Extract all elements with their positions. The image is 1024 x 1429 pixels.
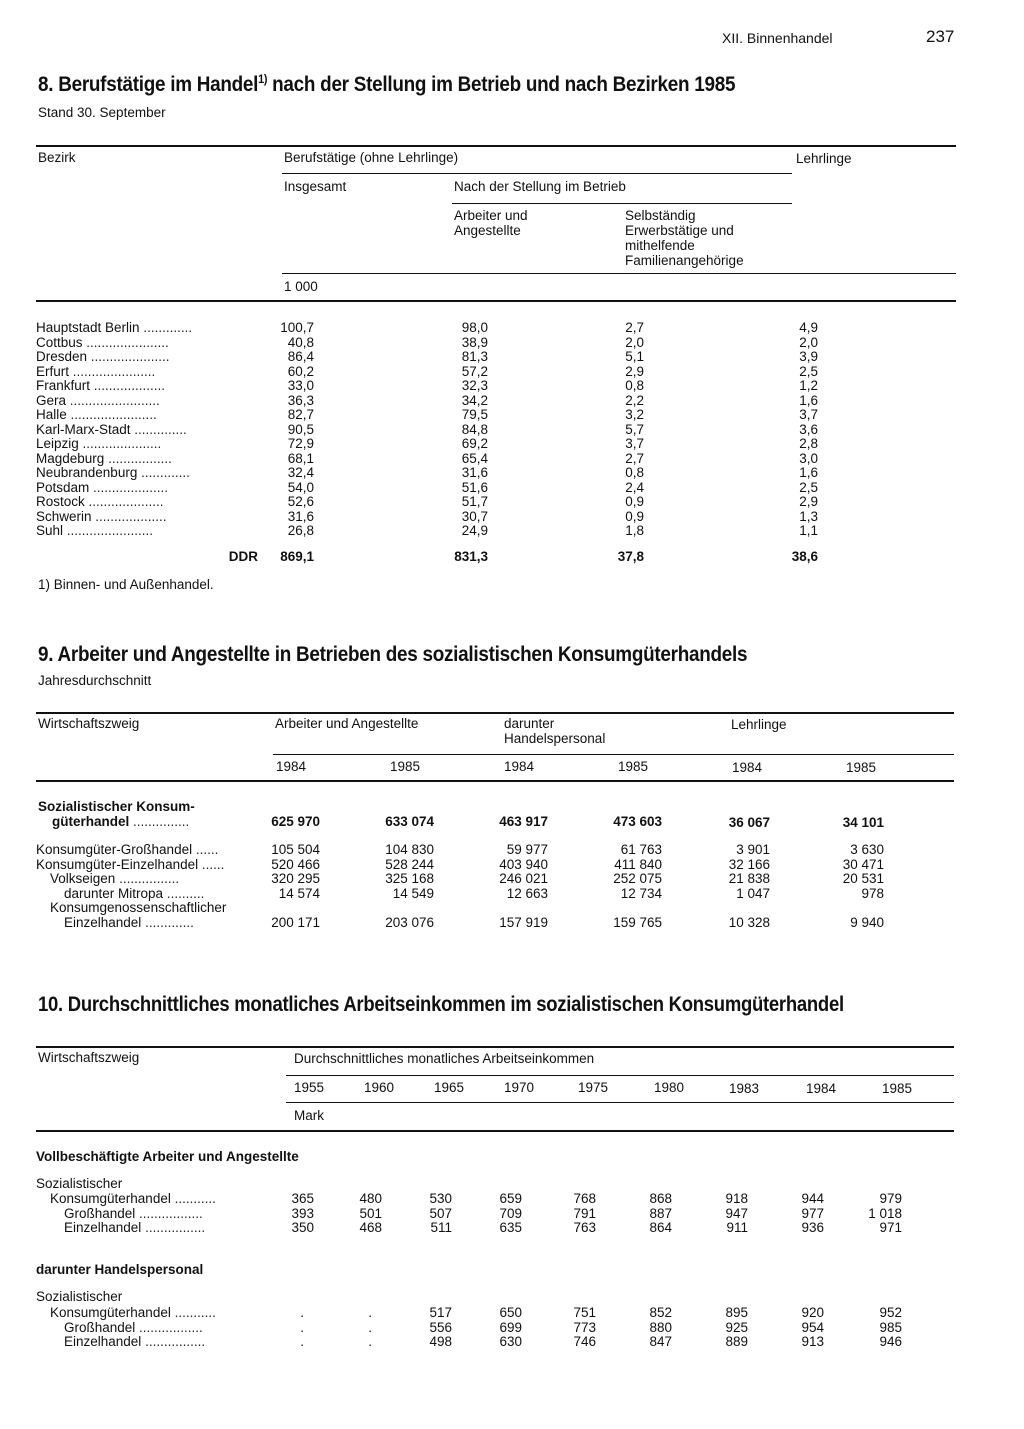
cell: 60,2: [287, 363, 314, 379]
cell: 625 970: [271, 814, 320, 829]
cell: 30,7: [461, 508, 488, 524]
t10-value-column: [688, 1306, 748, 1350]
t10-year: 1980: [654, 1080, 685, 1095]
table-row: Konsumgüter-Einzelhandel ......: [36, 856, 225, 872]
cell: 985: [879, 1319, 902, 1335]
t10-value-column: [254, 1306, 314, 1350]
cell: 630: [499, 1334, 522, 1349]
cell: 2,0: [625, 334, 644, 350]
table-row: Halle .......................: [36, 407, 157, 422]
cell: 52,6: [287, 494, 314, 509]
cell: 920: [801, 1305, 824, 1320]
t10-b-group: Sozialistischer: [36, 1289, 123, 1304]
cell: 20 531: [842, 871, 884, 886]
cell: 1,3: [799, 508, 818, 524]
cell: 32 166: [728, 856, 770, 872]
table-9-title: 9. Arbeiter und Angestellte in Betrieben des sozialistischen Konsumgüterhandels: [38, 643, 748, 666]
t10-section-a: Vollbeschäftigte Arbeiter und Angestellte: [36, 1149, 299, 1164]
cell: 252 075: [613, 871, 662, 886]
cell: 3,7: [799, 407, 818, 422]
table-row: Einzelhandel ................: [64, 1220, 206, 1235]
cell: .: [300, 1305, 304, 1320]
t8-col-lehrlinge: Lehrlinge: [796, 151, 852, 166]
t10-value-column: [254, 1192, 314, 1236]
cell: 507: [429, 1205, 452, 1221]
cell: 946: [879, 1334, 902, 1349]
t10-header-bottom-rule: [36, 1130, 954, 1132]
cell: 51,7: [461, 494, 488, 509]
t9-year: 1984: [504, 759, 535, 774]
cell: 393: [291, 1205, 314, 1221]
t9-year: 1985: [390, 759, 421, 774]
cell: 650: [499, 1305, 522, 1320]
cell: 10 328: [728, 914, 770, 930]
cell: 3,7: [625, 436, 644, 451]
t9-col-zweig: Wirtschaftszweig: [38, 716, 140, 731]
t8-col-lehrlinge-values: [780, 321, 818, 539]
cell: .: [300, 1319, 304, 1335]
t10-value-column: [392, 1192, 452, 1236]
table-row: Konsumgüter-Großhandel ......: [36, 842, 219, 857]
t9-col-1984c: [700, 843, 770, 930]
t8-col-arbeiter: Arbeiter und Angestellte: [454, 208, 528, 238]
table-row: Karl-Marx-Stadt ..............: [36, 421, 187, 437]
table-row: Schwerin ...................: [36, 508, 167, 524]
cell: 200 171: [271, 914, 320, 930]
cell: 925: [725, 1319, 748, 1335]
table-8-title: 8. Berufstätige im Handel$^{1)}$ nach der Stellung im Betrieb und nach Bezirken 1985: [38, 72, 736, 96]
cell: 463 917: [499, 814, 548, 829]
cell: 2,5: [799, 479, 818, 495]
cell: 864: [649, 1220, 672, 1235]
cell: 880: [649, 1319, 672, 1335]
t10-header-rule-2: [286, 1102, 954, 1103]
cell: 2,9: [799, 494, 818, 509]
t10-a-labels: [36, 1192, 216, 1236]
t10-year: 1970: [504, 1080, 535, 1095]
cell: 51,6: [461, 479, 488, 495]
t9-col-1985c: [814, 843, 884, 930]
table-row: Frankfurt ...................: [36, 378, 166, 393]
t9-year: 1984: [732, 760, 763, 775]
cell: 100,7: [280, 320, 314, 335]
t10-col-zweig: Wirtschaftszweig: [38, 1050, 140, 1065]
cell: 61 763: [620, 842, 662, 857]
cell: 635: [499, 1220, 522, 1235]
t8-header-rule-1: [282, 173, 792, 174]
table-row: Dresden .....................: [36, 349, 170, 364]
table-row: Einzelhandel ................: [64, 1334, 206, 1349]
cell: 105 504: [271, 842, 320, 857]
t8-col-berufstaetige: Berufstätige (ohne Lehrlinge): [284, 150, 459, 165]
cell: 1,6: [799, 465, 818, 480]
cell: 918: [725, 1191, 748, 1206]
cell: 768: [573, 1191, 596, 1206]
cell: 954: [801, 1319, 824, 1335]
cell: 473 603: [613, 814, 662, 829]
cell: 911: [726, 1220, 748, 1235]
cell: 203 076: [385, 914, 434, 930]
cell: 31,6: [461, 465, 488, 480]
t8-header-rule-3: [282, 273, 956, 274]
table-row: Einzelhandel .............: [64, 914, 194, 930]
cell: 633 074: [385, 814, 434, 829]
t10-value-column: [612, 1192, 672, 1236]
cell: 36,3: [287, 392, 314, 408]
table-8-top-rule: [36, 145, 956, 147]
t9-year: 1985: [618, 759, 649, 774]
cell: 847: [649, 1334, 672, 1349]
cell: 2,7: [625, 320, 644, 335]
cell: 936: [801, 1220, 824, 1235]
cell: 31,6: [287, 508, 314, 524]
cell: 159 765: [613, 914, 662, 930]
cell: 947: [725, 1205, 748, 1221]
t8-total-selbst: 37,8: [617, 549, 644, 564]
cell: 699: [499, 1319, 522, 1335]
cell: 1 018: [868, 1205, 902, 1221]
cell: .: [368, 1319, 372, 1335]
cell: 90,5: [287, 421, 314, 437]
t10-a-group: Sozialistischer: [36, 1176, 123, 1191]
cell: 511: [430, 1220, 452, 1235]
cell: 0,9: [625, 508, 644, 524]
t10-section-b: darunter Handelspersonal: [36, 1262, 204, 1277]
cell: 1,2: [799, 378, 818, 393]
cell: 12 734: [620, 885, 662, 901]
t10-year: 1985: [882, 1081, 913, 1096]
t10-value-column: [842, 1192, 902, 1236]
cell: 157 919: [499, 914, 548, 930]
cell: 38,9: [461, 334, 488, 350]
t10-value-column: [536, 1306, 596, 1350]
cell: 659: [499, 1191, 522, 1206]
t10-value-column: [688, 1192, 748, 1236]
table-row: Konsumgenossenschaftlicher: [50, 900, 227, 915]
t8-col-bezirk: Bezirk: [38, 150, 76, 165]
cell: 889: [725, 1334, 748, 1349]
t8-header-rule-2: [452, 203, 792, 204]
cell: 72,9: [287, 436, 314, 451]
t10-value-column: [462, 1192, 522, 1236]
page-number: 237: [926, 27, 955, 46]
cell: 1,8: [625, 523, 644, 538]
t10-value-column: [842, 1306, 902, 1350]
t10-year: 1960: [364, 1080, 395, 1095]
cell: 5,1: [625, 349, 644, 364]
table-row: Gera ........................: [36, 392, 160, 408]
cell: 887: [649, 1205, 672, 1221]
table-row: Volkseigen ................: [50, 871, 180, 886]
cell: 498: [429, 1334, 452, 1349]
table-row: Konsumgüterhandel ...........: [50, 1305, 216, 1320]
cell: 59 977: [506, 842, 548, 857]
t8-col-stellung: Nach der Stellung im Betrieb: [454, 179, 626, 194]
cell: 3,0: [799, 450, 818, 466]
t10-year: 1965: [434, 1080, 465, 1095]
cell: 2,8: [799, 436, 818, 451]
t10-value-column: [612, 1306, 672, 1350]
cell: 773: [573, 1319, 596, 1335]
cell: 2,0: [799, 334, 818, 350]
cell: 0,8: [625, 465, 644, 480]
table-row: Leipzig .....................: [36, 436, 162, 451]
cell: 26,8: [287, 523, 314, 538]
cell: 54,0: [287, 479, 314, 495]
cell: 365: [291, 1191, 314, 1206]
cell: 709: [499, 1205, 522, 1221]
cell: 30 471: [842, 856, 884, 872]
t8-footnote: 1) Binnen- und Außenhandel.: [38, 577, 214, 592]
table-row: Neubrandenburg .............: [36, 465, 190, 480]
table-row: darunter Mitropa ..........: [64, 885, 205, 901]
table-row: Großhandel .................: [64, 1205, 203, 1221]
t10-value-column: [322, 1306, 382, 1350]
t10-value-column: [392, 1306, 452, 1350]
cell: 12 663: [506, 885, 548, 901]
cell: 0,8: [625, 378, 644, 393]
t8-col-selbst-values: [606, 321, 644, 539]
cell: 325 168: [385, 871, 434, 886]
t8-col-arbeiter-values: [436, 321, 488, 539]
cell: 4,9: [799, 320, 818, 335]
t9-year: 1984: [276, 759, 307, 774]
cell: 36 067: [728, 815, 770, 830]
t9-header-bottom-rule: [36, 780, 954, 782]
t8-total-arbeiter: 831,3: [454, 549, 488, 564]
cell: 32,4: [287, 465, 314, 480]
t9-group-label: Sozialistischer Konsum- güterhandel ...............: [38, 799, 195, 829]
cell: 978: [861, 885, 884, 901]
table-row: Hauptstadt Berlin .............: [36, 320, 193, 335]
table-10-top-rule: [36, 1046, 954, 1048]
cell: 68,1: [287, 450, 314, 466]
cell: 979: [879, 1191, 902, 1206]
cell: 246 021: [499, 871, 548, 886]
cell: 69,2: [461, 436, 488, 451]
cell: 751: [573, 1305, 596, 1320]
cell: 21 838: [728, 871, 770, 886]
cell: 34,2: [461, 392, 488, 408]
t8-unit: 1 000: [284, 279, 318, 294]
cell: 24,9: [461, 523, 488, 538]
cell: 528 244: [385, 856, 434, 872]
cell: 530: [429, 1191, 452, 1206]
cell: 320 295: [271, 871, 320, 886]
table-row: Magdeburg .................: [36, 450, 172, 466]
cell: 86,4: [287, 349, 314, 364]
t8-col-selbstaendig: Selbständig Erwerbstätige und mithelfende Familienangehörige: [625, 208, 744, 268]
t8-total-insgesamt: 869,1: [280, 549, 314, 564]
cell: 3 630: [850, 842, 884, 857]
running-header: XII. Binnenhandel: [722, 30, 833, 46]
cell: 3,6: [799, 421, 818, 437]
table-10-title: 10. Durchschnittliches monatliches Arbeitseinkommen im sozialistischen Konsumgüterhandel: [38, 993, 844, 1016]
table-9-subtitle: Jahresdurchschnitt: [38, 673, 152, 688]
table-8-subtitle: Stand 30. September: [38, 105, 166, 120]
cell: 952: [879, 1305, 902, 1320]
cell: 98,0: [461, 320, 488, 335]
cell: 32,3: [461, 378, 488, 393]
t8-col-insgesamt: Insgesamt: [284, 179, 347, 194]
cell: 403 940: [499, 856, 548, 872]
cell: 33,0: [287, 378, 314, 393]
cell: 82,7: [287, 407, 314, 422]
t8-col-insgesamt-values: [262, 321, 314, 539]
cell: 520 466: [271, 856, 320, 872]
cell: 868: [649, 1191, 672, 1206]
t9-header-rule-1: [273, 754, 954, 755]
cell: 1,1: [799, 523, 818, 538]
t10-year: 1984: [806, 1081, 837, 1096]
t9-col-darunter: darunter Handelspersonal: [504, 716, 606, 746]
cell: 3,2: [625, 407, 644, 422]
t8-total-lehrlinge: 38,6: [791, 549, 818, 564]
t9-col-1985b: [592, 843, 662, 930]
table-9-top-rule: [36, 712, 954, 714]
t8-total-label: DDR: [228, 549, 258, 564]
cell: 40,8: [287, 334, 314, 350]
cell: 57,2: [461, 363, 488, 379]
cell: 104 830: [385, 842, 434, 857]
t10-value-column: [462, 1306, 522, 1350]
cell: 2,5: [799, 363, 818, 379]
table-row: Rostock ....................: [36, 494, 164, 509]
cell: 3 901: [736, 842, 770, 857]
cell: .: [368, 1305, 372, 1320]
t10-b-labels: [36, 1306, 216, 1350]
cell: 852: [649, 1305, 672, 1320]
cell: 895: [725, 1305, 748, 1320]
cell: 9 940: [850, 914, 884, 930]
cell: 944: [801, 1191, 824, 1206]
table-row: Großhandel .................: [64, 1319, 203, 1335]
t10-col-durchschnitt: Durchschnittliches monatliches Arbeitseinkommen: [294, 1051, 595, 1066]
table-row: Potsdam ....................: [36, 479, 169, 495]
t9-col-1984b: [478, 843, 548, 930]
cell: 763: [573, 1220, 596, 1235]
cell: 977: [801, 1205, 824, 1221]
t8-labels: [36, 321, 192, 539]
table-row: Suhl .......................: [36, 523, 154, 538]
cell: 350: [291, 1220, 314, 1235]
cell: 501: [359, 1205, 382, 1221]
t9-col-1984a: [250, 843, 320, 930]
t10-value-column: [322, 1192, 382, 1236]
cell: 0,9: [625, 494, 644, 509]
t9-col-1985a: [364, 843, 434, 930]
t10-year: 1983: [729, 1081, 760, 1096]
t10-header-rule-1: [286, 1075, 954, 1076]
cell: 913: [801, 1334, 824, 1349]
t9-year: 1985: [846, 760, 877, 775]
cell: 14 574: [278, 885, 320, 901]
t10-year: 1975: [578, 1080, 609, 1095]
cell: .: [368, 1334, 372, 1349]
t10-value-column: [764, 1192, 824, 1236]
cell: 65,4: [461, 450, 488, 466]
cell: 81,3: [461, 349, 488, 364]
cell: 556: [429, 1319, 452, 1335]
cell: 746: [573, 1334, 596, 1349]
cell: 1,6: [799, 392, 818, 408]
cell: .: [300, 1334, 304, 1349]
cell: 1 047: [736, 885, 770, 901]
cell: 517: [429, 1305, 452, 1320]
cell: 5,7: [625, 421, 644, 437]
cell: 79,5: [461, 407, 488, 422]
table-row: Konsumgüterhandel ...........: [50, 1191, 216, 1206]
cell: 971: [879, 1220, 902, 1235]
table-row: Erfurt ......................: [36, 363, 156, 379]
t10-value-column: [536, 1192, 596, 1236]
t8-header-bottom-rule: [36, 300, 956, 302]
cell: 480: [359, 1191, 382, 1206]
cell: 2,7: [625, 450, 644, 466]
cell: 2,9: [625, 363, 644, 379]
cell: 468: [359, 1220, 382, 1235]
table-row: Cottbus ......................: [36, 334, 169, 350]
t9-labels: [36, 843, 226, 930]
cell: 34 101: [842, 815, 884, 830]
cell: 14 549: [392, 885, 434, 901]
cell: 84,8: [461, 421, 488, 437]
t10-value-column: [764, 1306, 824, 1350]
cell: 2,2: [625, 392, 644, 408]
cell: 411 840: [614, 856, 662, 872]
t10-unit: Mark: [294, 1108, 324, 1123]
t10-year: 1955: [294, 1080, 325, 1095]
cell: 791: [573, 1205, 596, 1221]
cell: 3,9: [799, 349, 818, 364]
t9-col-lehrlinge: Lehrlinge: [731, 717, 787, 732]
t9-col-aa: Arbeiter und Angestellte: [275, 716, 419, 731]
cell: 2,4: [625, 479, 644, 495]
